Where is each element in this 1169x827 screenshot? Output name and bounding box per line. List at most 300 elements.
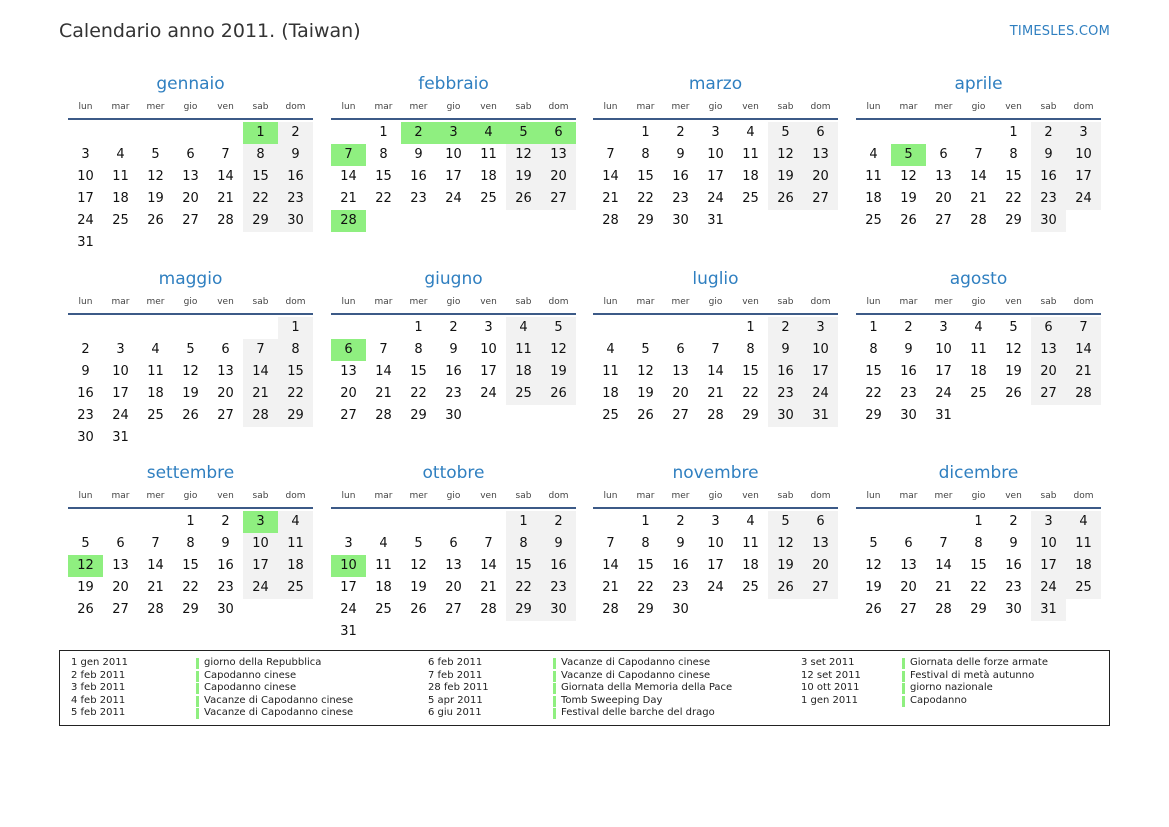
day-cell: 20 — [803, 166, 838, 188]
legend-holiday-name: Tomb Sweeping Day — [561, 694, 663, 706]
weekday-header — [856, 291, 1101, 315]
day-cell: 28 — [970, 213, 987, 228]
day-cell: 4 — [746, 125, 755, 140]
site-link[interactable]: TIMESLES.COM — [1009, 24, 1110, 39]
day-cell: 13 — [182, 169, 199, 184]
day-cell: 3 — [711, 125, 720, 140]
day-cell: 14 — [1066, 339, 1101, 361]
day-cell: 30 — [768, 405, 803, 427]
day-cell: 31 — [77, 235, 94, 250]
day-cell: 19 — [900, 191, 917, 206]
day-cell: 24 — [112, 408, 129, 423]
holiday-marker-icon — [553, 671, 556, 682]
weekday-label: lun — [866, 102, 881, 112]
day-cell: 4 — [606, 342, 615, 357]
day-cell: 17 — [340, 580, 357, 595]
month-agosto — [856, 267, 1101, 427]
month-name: ottobre — [422, 463, 485, 483]
day-grid — [593, 511, 838, 621]
month-settembre — [68, 461, 313, 621]
empty-cell — [173, 122, 208, 144]
month-name: dicembre — [938, 463, 1019, 483]
day-cell: 14 — [602, 169, 619, 184]
weekday-label: sab — [1040, 491, 1057, 501]
day-cell: 23 — [900, 386, 917, 401]
day-cell: 29 — [742, 408, 759, 423]
day-cell: 12 — [182, 364, 199, 379]
weekday-label: mar — [636, 297, 655, 307]
legend-holiday-name: Capodanno cinese — [204, 669, 297, 681]
day-cell: 31 — [803, 405, 838, 427]
month-ottobre — [331, 461, 576, 643]
day-cell: 11 — [865, 169, 882, 184]
day-cell: 8 — [869, 342, 878, 357]
day-cell: 16 — [77, 386, 94, 401]
weekday-header — [331, 291, 576, 315]
empty-cell — [926, 122, 961, 144]
day-cell: 20 — [340, 386, 357, 401]
day-cell: 5 — [151, 147, 160, 162]
weekday-label: ven — [1005, 297, 1022, 307]
holiday-day-cell: 12 — [68, 555, 103, 577]
day-cell: 25 — [1066, 577, 1101, 599]
day-cell: 16 — [672, 169, 689, 184]
day-cell: 21 — [707, 386, 724, 401]
day-cell: 12 — [637, 364, 654, 379]
day-cell: 13 — [803, 533, 838, 555]
day-cell: 9 — [676, 536, 685, 551]
day-cell: 23 — [672, 580, 689, 595]
day-grid — [593, 122, 838, 232]
weekday-label: ven — [217, 102, 234, 112]
day-cell: 15 — [243, 166, 278, 188]
day-cell: 6 — [186, 147, 195, 162]
day-cell: 16 — [1005, 558, 1022, 573]
day-cell: 3 — [116, 342, 125, 357]
holiday-day-cell: 10 — [331, 555, 366, 577]
day-cell: 29 — [506, 599, 541, 621]
month-name: luglio — [692, 269, 739, 289]
empty-cell — [243, 317, 278, 339]
day-cell: 22 — [865, 386, 882, 401]
day-cell: 20 — [182, 191, 199, 206]
day-cell: 19 — [77, 580, 94, 595]
day-cell: 24 — [480, 386, 497, 401]
day-grid — [593, 317, 838, 427]
day-cell: 8 — [379, 147, 388, 162]
day-cell: 11 — [602, 364, 619, 379]
weekday-label: ven — [742, 102, 759, 112]
day-cell: 5 — [1009, 320, 1018, 335]
day-cell: 19 — [865, 580, 882, 595]
holiday-marker-icon — [553, 708, 556, 719]
day-cell: 11 — [147, 364, 164, 379]
day-cell: 10 — [445, 147, 462, 162]
month-name: marzo — [688, 74, 743, 94]
legend-holiday-name: giorno della Repubblica — [204, 657, 322, 668]
day-cell: 13 — [217, 364, 234, 379]
weekday-label: dom — [1073, 102, 1094, 112]
day-cell: 1 — [379, 125, 388, 140]
legend-row — [428, 695, 732, 708]
weekday-label: sab — [252, 102, 269, 112]
day-cell: 23 — [217, 580, 234, 595]
weekday-label: dom — [810, 297, 831, 307]
day-cell: 11 — [375, 558, 392, 573]
day-cell: 7 — [221, 147, 230, 162]
holiday-day-cell: 1 — [243, 122, 278, 144]
day-cell: 14 — [375, 364, 392, 379]
day-cell: 25 — [742, 191, 759, 206]
day-cell: 18 — [147, 386, 164, 401]
weekday-label: sab — [515, 491, 532, 501]
day-cell: 24 — [243, 577, 278, 599]
day-cell: 15 — [1005, 169, 1022, 184]
day-cell: 21 — [970, 191, 987, 206]
day-cell: 11 — [742, 536, 759, 551]
day-cell: 19 — [637, 386, 654, 401]
day-cell: 25 — [602, 408, 619, 423]
day-cell: 2 — [221, 514, 230, 529]
page-title: Calendario anno 2011. (Taiwan) — [59, 20, 361, 42]
legend-date: 1 gen 2011 — [71, 657, 129, 668]
day-cell: 27 — [900, 602, 917, 617]
day-cell: 8 — [278, 339, 313, 361]
day-cell: 12 — [147, 169, 164, 184]
day-cell: 27 — [445, 602, 462, 617]
day-cell: 31 — [707, 213, 724, 228]
month-febbraio — [331, 72, 576, 232]
day-cell: 8 — [506, 533, 541, 555]
weekday-label: mar — [899, 102, 918, 112]
weekday-label: lun — [341, 102, 356, 112]
day-grid — [331, 317, 576, 427]
day-cell: 12 — [900, 169, 917, 184]
weekday-label: gio — [446, 491, 461, 501]
holiday-marker-icon — [902, 683, 905, 694]
weekday-label: gio — [446, 102, 461, 112]
day-cell: 17 — [803, 361, 838, 383]
day-cell: 17 — [935, 364, 952, 379]
legend-holiday-name: Festival di metà autunno — [910, 669, 1035, 681]
day-cell: 9 — [1009, 536, 1018, 551]
day-cell: 20 — [1031, 361, 1066, 383]
day-cell: 4 — [116, 147, 125, 162]
legend-date: 7 feb 2011 — [428, 669, 483, 681]
weekday-label: dom — [810, 491, 831, 501]
day-cell: 9 — [81, 364, 90, 379]
day-cell: 20 — [541, 166, 576, 188]
day-cell: 24 — [340, 602, 357, 617]
empty-cell — [138, 122, 173, 144]
day-cell: 2 — [1031, 122, 1066, 144]
empty-cell — [208, 317, 243, 339]
day-cell: 17 — [1031, 555, 1066, 577]
legend-holiday-name: Capodanno cinese — [204, 682, 297, 693]
empty-cell — [103, 317, 138, 339]
day-cell: 14 — [340, 169, 357, 184]
legend-row — [71, 670, 353, 683]
day-cell: 17 — [243, 555, 278, 577]
day-cell: 29 — [970, 602, 987, 617]
day-cell: 26 — [182, 408, 199, 423]
day-cell: 13 — [672, 364, 689, 379]
day-cell: 27 — [935, 213, 952, 228]
weekday-label: mer — [934, 102, 953, 112]
day-cell: 25 — [480, 191, 497, 206]
day-cell: 23 — [768, 383, 803, 405]
day-cell: 19 — [182, 386, 199, 401]
holiday-legend — [59, 650, 1110, 726]
month-dicembre — [856, 461, 1101, 621]
day-cell: 3 — [939, 320, 948, 335]
weekday-label: dom — [1073, 491, 1094, 501]
weekday-label: gio — [708, 297, 723, 307]
day-cell: 3 — [711, 514, 720, 529]
day-cell: 4 — [379, 536, 388, 551]
weekday-label: mer — [671, 297, 690, 307]
day-cell: 6 — [904, 536, 913, 551]
day-cell: 4 — [278, 511, 313, 533]
day-cell: 1 — [869, 320, 878, 335]
weekday-label: mar — [374, 297, 393, 307]
empty-cell — [891, 122, 926, 144]
weekday-label: mer — [934, 491, 953, 501]
holiday-marker-icon — [196, 696, 199, 707]
day-cell: 7 — [379, 342, 388, 357]
holiday-day-cell: 2 — [401, 122, 436, 144]
day-cell: 22 — [742, 386, 759, 401]
day-cell: 20 — [112, 580, 129, 595]
day-cell: 27 — [112, 602, 129, 617]
day-cell: 29 — [410, 408, 427, 423]
day-cell: 27 — [672, 408, 689, 423]
day-cell: 18 — [506, 361, 541, 383]
month-name: settembre — [146, 463, 235, 483]
day-cell: 3 — [344, 536, 353, 551]
weekday-label: mer — [671, 102, 690, 112]
day-cell: 10 — [480, 342, 497, 357]
day-cell: 22 — [506, 577, 541, 599]
day-cell: 19 — [506, 166, 541, 188]
day-cell: 6 — [939, 147, 948, 162]
day-grid — [856, 317, 1101, 427]
month-name: agosto — [949, 269, 1008, 289]
day-cell: 17 — [112, 386, 129, 401]
day-cell: 6 — [116, 536, 125, 551]
day-cell: 8 — [641, 147, 650, 162]
day-cell: 22 — [637, 191, 654, 206]
weekday-header — [593, 96, 838, 120]
day-cell: 19 — [768, 166, 803, 188]
empty-cell — [593, 511, 628, 533]
day-cell: 20 — [217, 386, 234, 401]
day-cell: 16 — [217, 558, 234, 573]
day-cell: 21 — [375, 386, 392, 401]
legend-row — [801, 670, 1048, 683]
empty-cell — [401, 511, 436, 533]
weekday-header — [856, 96, 1101, 120]
empty-cell — [138, 317, 173, 339]
weekday-header — [593, 291, 838, 315]
day-cell: 25 — [506, 383, 541, 405]
weekday-label: ven — [1005, 102, 1022, 112]
legend-row — [71, 695, 353, 708]
weekday-label: mer — [934, 297, 953, 307]
day-cell: 20 — [672, 386, 689, 401]
day-grid — [856, 511, 1101, 621]
day-cell: 27 — [803, 188, 838, 210]
day-cell: 4 — [1066, 511, 1101, 533]
day-cell: 14 — [243, 361, 278, 383]
day-cell: 22 — [243, 188, 278, 210]
day-cell: 9 — [1031, 144, 1066, 166]
empty-cell — [593, 317, 628, 339]
weekday-label: dom — [548, 297, 569, 307]
legend-holiday-name: giorno nazionale — [910, 682, 993, 693]
day-cell: 8 — [186, 536, 195, 551]
day-cell: 30 — [77, 430, 94, 445]
weekday-label: dom — [1073, 297, 1094, 307]
day-cell: 22 — [637, 580, 654, 595]
empty-cell — [366, 317, 401, 339]
month-maggio — [68, 267, 313, 449]
legend-date: 1 gen 2011 — [801, 694, 859, 706]
day-cell: 10 — [803, 339, 838, 361]
day-cell: 14 — [217, 169, 234, 184]
day-cell: 21 — [147, 580, 164, 595]
weekday-label: mer — [146, 102, 165, 112]
legend-row — [801, 695, 1048, 708]
day-cell: 8 — [414, 342, 423, 357]
day-cell: 15 — [278, 361, 313, 383]
day-cell: 29 — [637, 602, 654, 617]
day-cell: 10 — [707, 147, 724, 162]
day-cell: 21 — [217, 191, 234, 206]
month-marzo — [593, 72, 838, 232]
day-cell: 9 — [676, 147, 685, 162]
day-cell: 15 — [637, 558, 654, 573]
month-name: maggio — [158, 269, 223, 289]
day-cell: 6 — [449, 536, 458, 551]
day-cell: 7 — [711, 342, 720, 357]
day-cell: 10 — [243, 533, 278, 555]
day-cell: 30 — [672, 213, 689, 228]
day-cell: 29 — [243, 210, 278, 232]
day-cell: 1 — [506, 511, 541, 533]
day-grid — [68, 511, 313, 621]
day-cell: 13 — [445, 558, 462, 573]
weekday-label: mar — [111, 491, 130, 501]
holiday-marker-icon — [196, 671, 199, 682]
day-cell: 3 — [484, 320, 493, 335]
weekday-label: ven — [480, 491, 497, 501]
day-grid — [331, 511, 576, 643]
month-gennaio — [68, 72, 313, 254]
day-cell: 3 — [803, 317, 838, 339]
day-cell: 11 — [1066, 533, 1101, 555]
day-cell: 24 — [707, 191, 724, 206]
day-cell: 22 — [182, 580, 199, 595]
day-cell: 17 — [1066, 166, 1101, 188]
holiday-marker-icon — [196, 708, 199, 719]
day-cell: 27 — [182, 213, 199, 228]
month-name: gennaio — [156, 74, 225, 94]
day-cell: 14 — [707, 364, 724, 379]
day-cell: 14 — [480, 558, 497, 573]
day-grid — [68, 122, 313, 254]
day-cell: 13 — [935, 169, 952, 184]
day-cell: 5 — [768, 122, 803, 144]
legend-date: 3 feb 2011 — [71, 682, 126, 693]
legend-date: 5 apr 2011 — [428, 694, 483, 706]
day-cell: 25 — [112, 213, 129, 228]
day-cell: 3 — [1066, 122, 1101, 144]
weekday-label: sab — [252, 297, 269, 307]
day-cell: 18 — [602, 386, 619, 401]
holiday-day-cell: 4 — [471, 122, 506, 144]
day-cell: 20 — [935, 191, 952, 206]
day-cell: 26 — [768, 188, 803, 210]
day-cell: 18 — [375, 580, 392, 595]
day-cell: 28 — [243, 405, 278, 427]
weekday-label: sab — [1040, 297, 1057, 307]
day-cell: 27 — [1031, 383, 1066, 405]
legend-date: 2 feb 2011 — [71, 669, 126, 681]
day-cell: 26 — [541, 383, 576, 405]
day-cell: 21 — [1066, 361, 1101, 383]
day-cell: 11 — [278, 533, 313, 555]
month-aprile — [856, 72, 1101, 232]
day-cell: 19 — [1005, 364, 1022, 379]
legend-date: 10 ott 2011 — [801, 682, 860, 693]
day-cell: 23 — [410, 191, 427, 206]
day-cell: 3 — [1031, 511, 1066, 533]
legend-row — [428, 707, 732, 720]
day-cell: 1 — [278, 317, 313, 339]
legend-date: 6 feb 2011 — [428, 657, 483, 668]
day-cell: 25 — [278, 577, 313, 599]
day-cell: 31 — [935, 408, 952, 423]
weekday-label: gio — [971, 491, 986, 501]
day-cell: 15 — [375, 169, 392, 184]
weekday-label: mer — [146, 491, 165, 501]
weekday-label: gio — [183, 102, 198, 112]
day-cell: 29 — [182, 602, 199, 617]
day-cell: 28 — [480, 602, 497, 617]
weekday-label: ven — [742, 297, 759, 307]
month-novembre — [593, 461, 838, 621]
legend-holiday-name: Vacanze di Capodanno cinese — [561, 669, 711, 681]
day-cell: 26 — [506, 188, 541, 210]
day-grid — [331, 122, 576, 232]
day-cell: 2 — [768, 317, 803, 339]
empty-cell — [103, 511, 138, 533]
day-cell: 5 — [414, 536, 423, 551]
day-cell: 21 — [602, 580, 619, 595]
weekday-header — [593, 485, 838, 509]
day-cell: 7 — [1066, 317, 1101, 339]
legend-column — [428, 657, 732, 720]
day-cell: 16 — [672, 558, 689, 573]
day-cell: 17 — [707, 558, 724, 573]
day-cell: 16 — [445, 364, 462, 379]
day-cell: 9 — [541, 533, 576, 555]
day-cell: 16 — [768, 361, 803, 383]
empty-cell — [926, 511, 961, 533]
day-cell: 8 — [1009, 147, 1018, 162]
day-cell: 29 — [637, 213, 654, 228]
